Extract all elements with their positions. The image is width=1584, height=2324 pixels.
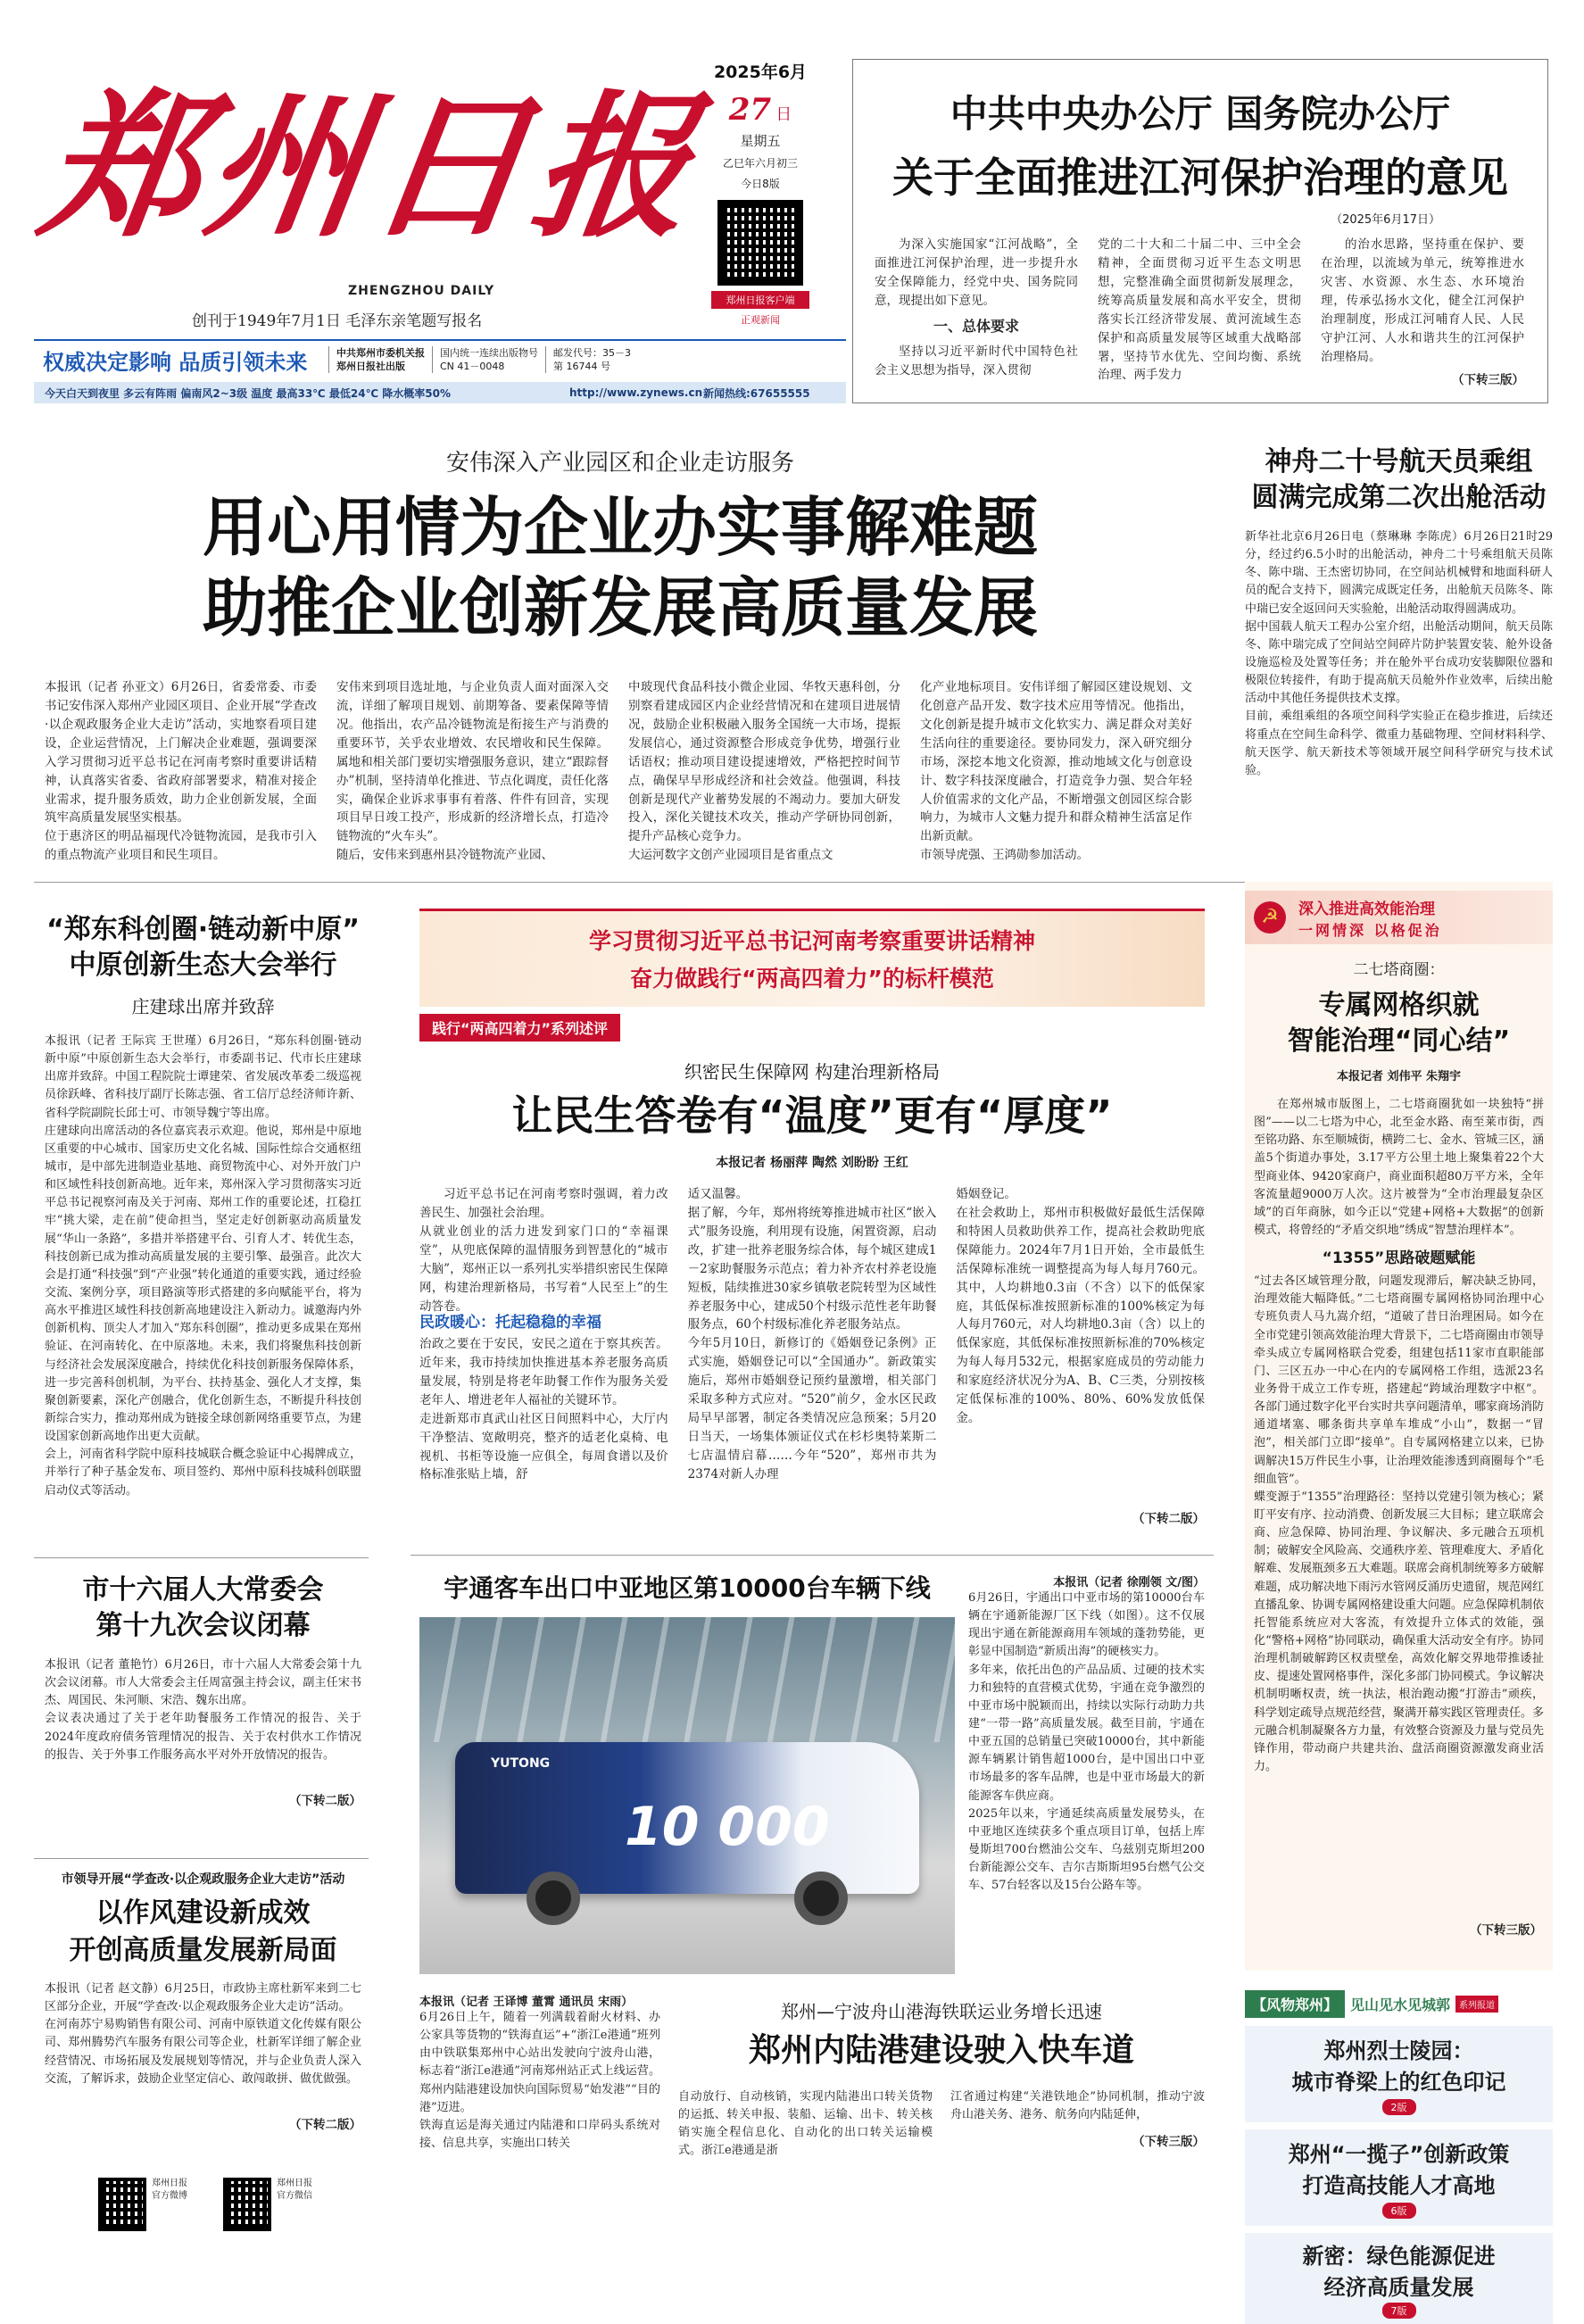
main-col-1: 本报讯（记者 孙亚文）6月26日，省委常委、市委书记安伟深入郑州产业园区项目、企业开展“学查改·以企观政服务企业大走访”活动，实地察看项目建设，企业运营情况，上门解决企业难题，强调要深入学习贯彻习近平总书记在河南考察时重要讲话精神，认真落实省委、省政府部署要求，精准对接企业需求，提升服务质效，助力企业创新发展，全面筑牢高质量发展坚实根基。 位于惠济区的明品福现代冷链物流园，是我市引入的重点物流产业项目和民生项目。	[45, 680, 317, 863]
main-col-4: 化产业地标项目。安伟详细了解园区建设规划、文化创意产品开发、数字技术应用等情况。他指出，文化创新是提升城市文化软实力、满足群众对美好生活向往的重要途径。要协同发力，深入研究细分市场，深挖本地文化资源，推动地域文化与创意设计、数字科技深度融合，打造竞争力强、契合年轻人价值需求的文化产品，不断增强文创园区综合影响力，为城市人文魅力提升和群众精神生活富足作出新贡献。 市领导虎强、王鸿勋参加活动。	[920, 680, 1192, 863]
column-kicker: 织密民生保障网 构建治理新格局	[684, 1061, 941, 1083]
index-banner-1: 【风物郑州】	[1245, 1990, 1345, 2018]
main-kicker: 安伟深入产业园区和企业走访服务	[445, 450, 794, 477]
lunar-date: 乙巳年六月初三	[722, 157, 798, 170]
app-label: 郑州日报客户端	[711, 291, 809, 309]
divider	[411, 1555, 1214, 1556]
lead-title-2: 关于全面推进江河保护治理的意见	[892, 154, 1508, 202]
column-byline: 本报记者 杨丽萍 陶然 刘盼盼 王红	[716, 1156, 908, 1170]
app-label-2: 正观新闻	[741, 314, 780, 326]
factory-beams	[419, 1617, 955, 1742]
column-tag: 践行“两高四着力”系列述评	[419, 1014, 620, 1042]
yutong-text	[968, 1573, 1205, 1983]
lead-article	[852, 59, 1548, 403]
grid-article	[1245, 882, 1553, 1971]
zuofeng-title-1: 以作风建设新成效	[95, 1897, 311, 1929]
zdk-article	[45, 912, 361, 1537]
sponsor: 中共郑州市委机关报 郑州日报社出版	[328, 346, 432, 374]
issn: 国内统一连续出版物号 CN 41－0048	[432, 346, 545, 374]
column-banner-1: 学习贯彻习近平总书记河南考察重要讲话精神	[588, 928, 1035, 954]
shenzhou-title-1: 神舟二十号航天员乘组	[1265, 446, 1533, 477]
zdk-sub: 庄建球出席并致辞	[131, 996, 275, 1017]
index-banner-2: 见山见水见城郭	[1350, 1996, 1451, 2013]
index-item[interactable]	[1245, 2233, 1553, 2324]
rendai-more[interactable]: （下转二版）	[289, 1794, 361, 1808]
zdk-body: 本报讯（记者 王际宾 王世瑾）6月26日，“郑东科创圈·链动新中原”中原创新生态大会举行，市委副书记、代市长庄建球出席并致辞。中国工程院院士谭建荣、省发展改革委二级巡视员徐跃峰、省科技厅副厅长陈志强、省工信厅总经济师许新、省科学院副院长邱士可、市领导魏宁等出席。 庄建球向出席活动的各位嘉宾表示欢迎。他说，郑州是中原地区重要的中心城市、国家历史文化名城、国际性综合交通枢纽城市，是中部先进制造业基地、商贸物流中心、对外开放门户和区域性科技创新高地。近年来，郑州深入学习贯彻落实习近平总书记视察河南及关于河南、郑州工作的重要论述，扛稳扛牢“挑大梁，走在前”使命担当，坚定走好创新驱动高质量发展“华山一条路”，多措并举搭建平台、引育人才、转优生态，科技创新已成为推动高质量发展的主要引擎、最强音。此次大会是打通“科技强”到“产业强”转化通道的重要实践，通过经验交流、案例分享，项目路演等形式搭建的多向赋能平台，将为高水平推进区域性科技创新高地建设注入新动力。诚邀海内外创新机构、顶尖人才加入“郑东科创圈”，推动更多成果在郑州验证、在河南转化、在中原落地。未来，我们将聚焦科技创新与经济社会发展深度融合，持续优化科技创新服务保障体系，进一步完善科创机制，为平台、扶持基金、强化人才支撑，集聚创新要素，深化产创融合，优化创新生态，不断提升科技创新综合实力，推动郑州成为链接全球创新网络重要节点，为建设国家创新高地作出更大贡献。 会上，河南省科学院中原科技城联合概念验证中心揭牌成立，并举行了种子基金发布、项目签约、郑州中原科技城科创联盟启动仪式等活动。	[45, 1034, 361, 1498]
lead-more[interactable]: （下转三版）	[1452, 373, 1524, 388]
postcode: 邮发代号：35－3 第 16744 号	[545, 346, 638, 374]
column-col-1: 习近平总书记在河南考察时强调，着力改善民生、加强社会治理。 从就业创业的活力进发到家门口的“幸福课堂”，从兜底保障的温情服务到智慧化的“城市大脑”，郑州正以一系列扎实举措织密民生保障网，构建治理新格局，书写着“人民至上”的生动答卷。	[419, 1187, 668, 1314]
index-item-1-b: 城市脊梁上的红色印记	[1291, 2070, 1506, 2095]
masthead-logo	[31, 52, 711, 284]
weather-bar	[34, 382, 846, 403]
lead-col-2: 党的二十大和二十届二中、三中全会精神，全面贯彻习近平生态文明思想，完整准确全面贯彻新发展理念，统筹高质量发展和高水平安全，贯彻落实长江经济带发展、黄河流域生态保护和高质量发展等区域重大战略部署，坚持节水优先、空间均衡、系统治理、两手发力	[1098, 237, 1301, 383]
lead-col-3: 的治水思路，坚持重在保护、要在治理，以流域为单元，统筹推进水灾害、水资源、水生态、水环境治理，传承弘扬水文化，健全江河保护治理制度，形成江河哺育人民、人民守护江河、人水和谐共生的江河保护治理格局。	[1321, 237, 1524, 364]
index-banner-tag: 系列报道	[1455, 1996, 1498, 2013]
divider	[34, 1557, 369, 1558]
grid-section-head: “1355”思路破题赋能	[1322, 1249, 1476, 1268]
shenzhou-article	[1245, 444, 1553, 864]
port-col-1	[419, 1992, 660, 2251]
bus-wheel	[527, 1872, 580, 1925]
column-title: 让民生答卷有“温度”更有“厚度”	[511, 1091, 1113, 1140]
date-day: 27	[728, 92, 772, 128]
port-title: 郑州内陆港建设驶入快车道	[748, 2032, 1134, 2069]
port-col-3: 江省通过构建“关港铁地企”协同机制，推动宁波舟山港关务、港务、航务向内陆延伸，	[950, 2090, 1205, 2122]
grid-more[interactable]: （下转三版）	[1470, 1923, 1542, 1938]
masthead-founded: 创刊于1949年7月1日 毛泽东亲笔题写报名	[192, 312, 483, 330]
grid-banner	[1245, 891, 1553, 944]
bus-brand: YUTONG	[491, 1756, 551, 1771]
lead-section-head: 一、总体要求	[933, 317, 1019, 335]
slogan: 权威决定影响 品质引领未来	[43, 349, 308, 375]
main-title-1: 用心用情为企业办实事解难题	[202, 490, 1038, 565]
index-banner	[1245, 1988, 1553, 2019]
grid-title-2: 智能治理“同心结”	[1287, 1025, 1511, 1057]
wechat-label: 郑州日报 官方微信	[277, 2179, 312, 2201]
port-byline: 本报讯（记者 王译博 董霄 通讯员 宋雨）	[419, 1996, 634, 2009]
lead-col-1: 为深入实施国家“江河战略”，全面推进江河保护治理，进一步提升水安全保障能力，经党中央、国务院同意，现提出如下意见。	[875, 237, 1078, 308]
party-emblem-icon: ☭	[1254, 901, 1286, 934]
weibo-qr-code[interactable]	[98, 2178, 146, 2231]
column-col-1b: 治政之要在于安民，安民之道在于察其疾苦。近年来，我市持续加快推进基本养老服务高质量发展，特别是将老年助餐工作作为服务关爱老年人、增进老年人福祉的关键环节。 走进新郑市真武山社区日间照料中心，大厅内干净整洁、宽敞明亮，整齐的适老化桌椅、电视机、书柜等设施一应俱全，每周食谱以及价格标准张贴上墙，舒	[419, 1337, 668, 1482]
index-item[interactable]	[1245, 2129, 1553, 2226]
lead-title-1: 中共中央办公厅 国务院办公厅	[950, 92, 1451, 136]
rendai-title-1: 市十六届人大常委会	[82, 1574, 324, 1606]
port-kicker: 郑州—宁波舟山港海铁联运业务增长迅速	[781, 2001, 1102, 2022]
column-more[interactable]: （下转二版）	[1132, 1512, 1206, 1526]
port-more[interactable]: （下转三版）	[1132, 2135, 1205, 2150]
date-day-unit: 日	[775, 105, 792, 124]
app-qr-code[interactable]	[717, 200, 803, 286]
zuofeng-body: 本报讯（记者 赵文静）6月25日，市政协主席杜新军来到二七区部分企业，开展“学查改·以企观政服务企业大走访”活动。 在河南苏宁易购销售有限公司、河南中原铁道文化传媒有限公司、郑州腾势汽车服务有限公司等企业，杜新军详细了解企业经营情况、市场拓展及发展规划等情况，并与企业负责人深入交流，了解诉求，鼓励企业坚定信心、敢闯敢拼、做优做强。	[45, 1982, 361, 2086]
index-item-2-page: 6版	[1382, 2203, 1416, 2219]
index-item[interactable]	[1245, 2026, 1553, 2122]
lead-date: （2025年6月17日）	[1331, 213, 1440, 227]
column-body	[419, 1185, 1205, 1542]
hotline: 新闻热线:67655555	[703, 386, 810, 400]
lead-col-1b: 坚持以习近平新时代中国特色社会主义思想为指导，深入贯彻	[875, 344, 1078, 378]
yutong-byline: 本报讯（记者 徐刚领 文/图）	[1053, 1576, 1205, 1589]
grid-body-2: “过去各区域管理分散，问题发现滞后，解决缺乏协同，治理效能大幅降低。”二七塔商圈专属网格协同治理中心专班负责人马九嵩介绍，“道破了昔日治理困局。如今在全市党建引领高效能治理大背景下，二七塔商圈由市领导牵头成立专属网格联合党委，组建包括11家市直职能部门、三区五办一中心在内的专属网格工作组，选派23名业务骨干成立工作专班，搭建起“跨域治理数字中枢”。各部门通过数字化平台实时共享问题清单，哪家商场消防通道堵塞、哪条街共享单车堆成“小山”，数据一“冒泡”，相关部门立即“接单”。自专属网格建立以来，已协调解决15万件民生小事，让治理效能渗透到商圈每个“毛细血管”。 蝶变源于“1355”治理路径：坚持以党建引领为核心；紧盯平安有序、拉动消费、创新发展三大目标；建立联席会商、应急保障、协同治理、争议解决、多元融合五项机制；破解安全风险高、交通秩序差、管理难度大、矛盾化解难、发展瓶颈多五大难题。联席会商机制统筹多方破解难题，成功解决地下雨污水管网反涌历史遗留，规范网红直播乱象、协调专属网格建设重大问题。应急保障机制依托智能系统应对大客流，有效提升立体式的效能，强化“警格+网格”协同联动，确保重大活动安全有序。协同治理机制破解跨区权责壁垒，高效化解交界地带推诿扯皮、提速处置网格事件，深化多部门协同模式。争议解决机制明晰权责，统一执法，根治跑动搬“打游击”顽疾，科学划定疏导点规范经营，聚满开幕实践区管理责任。多元融合机制凝聚各方力量，有效整合资源及力量与党员先锋作用，带动商户共建共治、盘活商圈资源激发商业活力。	[1254, 1274, 1545, 1773]
divider	[34, 1858, 369, 1859]
zuofeng-kicker: 市领导开展“学查改·以企观政服务企业大走访”活动	[61, 1872, 345, 1887]
column-col-2: 适又温馨。 据了解，今年，郑州将统筹推进城市社区“嵌入式”服务设施，利用现有设施，闲置资源，启动改，扩建一批养老服务综合体，每个城区建成1－2家助餐服务示范点；着力补齐农村养老设施短板，陆续推进30家乡镇敬老院转型为区域性养老服务中心，建成50个村级示范性老年助餐服务点，60个村级标准化养老服务站点。 今年5月10日，新修订的《婚姻登记条例》正式实施，婚姻登记可以“全国通办”。新政策实施后，郑州市婚姻登记预约量激增，相关部门采取多种方式应对。“520”前夕，金水区民政局早早部署，制定各类情况应急预案；5月20日当天，一场集体颁证仪式在杉杉奥特莱斯二七店温情启幕……今年“520”，郑州市共为2374对新人办理	[687, 1187, 937, 1482]
column-col-3: 婚姻登记。 在社会救助上，郑州市积极做好最低生活保障和特困人员救助供养工作，提高社会救助兜底保障能力。2024年7月1日开始，全市最低生活保障标准统一调整提高为每人每月760元。其中，人均耕地0.3亩（不含）以下的低保家庭，其低保标准按照新标准的100%核定为每人每月760元，对人均耕地0.3亩（含）以上的低保家庭，其低保标准按照新标准的70%核定为每人每月532元，根据家庭成员的劳动能力和家庭经济状况分为A、B、C三类，分别按核定低保标准的100%、80%、60%发放低保金。	[956, 1187, 1206, 1426]
slogan-bar	[34, 339, 846, 378]
grid-kicker: 二七塔商圈：	[1353, 961, 1445, 979]
rendai-body: 本报讯（记者 董艳竹）6月26日，市十六届人大常委会第十九次会议闭幕。市人大常委会主任周富强主持会议，副主任宋书杰、周国民、朱河顺、宋浩、魏东出席。 会议表决通过了关于老年助餐服务工作情况的报告、关于2024年度政府债务管理情况的报告、关于农村供水工作情况的报告、关于外事工作服务高水平对外开放情况的报告。	[45, 1658, 361, 1762]
zuofeng-title-2: 开创高质量发展新局面	[69, 1935, 337, 1966]
index-item-3-b: 经济高质量发展	[1323, 2275, 1474, 2300]
column-banner-2: 奋力做践行“两高四着力”的标杆模范	[630, 966, 994, 992]
bus-number: 10 000	[625, 1796, 830, 1858]
yutong-photo	[419, 1617, 955, 1974]
column-section-head: 民政暖心：托起稳稳的幸福	[419, 1314, 601, 1332]
port-cols	[678, 2088, 1205, 2249]
grid-title-1: 专属网格织就	[1318, 990, 1480, 1021]
index-box	[1245, 1988, 1553, 2317]
index-item-3-page: 7版	[1382, 2303, 1416, 2319]
grid-byline: 本报记者 刘伟平 朱翔宇	[1336, 1070, 1462, 1083]
yutong-body: 6月26日，宇通出口中亚市场的第10000台车辆在宇通新能源厂区下线（如图）。这不仅展现出宇通在新能源商用车领域的蓬勃势能，更彰显中国制造“新质出海”的硬核实力。 多年来，依托出色的产品品质、过硬的技术实力和独特的直营模式优势，宇通在竞争激烈的中亚市场中脱颖而出，持续以实际行动助力共建“一带一路”高质量发展。截至目前，宇通在中亚五国的总销量已突破10000台，其中新能源车辆累计销售超1000台，是中国出口中亚市场最多的客车品牌，也是中亚市场最大的新能源客车供应商。 2025年以来，宇通延续高质量发展势头，在中亚地区连续获多个重点项目订单，包括上库曼斯坦700台燃油公交车、乌兹别克斯坦200台新能源公交车、吉尔吉斯斯坦95台燃气公交车、57台轻客以及15台公路车等。	[968, 1591, 1205, 1893]
footer-qr-weibo[interactable]	[98, 2178, 187, 2258]
date-box	[681, 59, 840, 336]
website: http://www.zynews.cn	[569, 386, 703, 399]
port-body: 6月26日上午，随着一列满载着耐火材料、办公家具等货物的“铁海直运”+“浙江e港通”班列由中铁联集郑州中心站出发驶向宁波舟山港，标志着“浙江e港通”河南郑州站正式上线运营。郑州内陆港建设加快向国际贸易“始发港”“目的港”迈进。 铁海直运是海关通过内陆港和口岸码头系统对接、信息共享，实施出口转关	[419, 2011, 660, 2150]
main-col-3: 中玻现代食品科技小微企业园、华牧天惠科创，分别察看建成园区内企业经营情况和在建项目进展情况，鼓励企业积极融入服务全国统一大市场，提振发展信心，通过资源整合形成竞争优势，增强行业话语权；推动项目建设提速增效，严格把控时间节点，确保早早形成经济和社会效益。他强调，科技创新是现代产业蓄势发展的不竭动力。要加大研发投入，深化关键技术攻关，推动产学研协同创新，提升产品核心竞争力。 大运河数字文创产业园项目是省重点文	[628, 680, 900, 863]
date-year: 2025年6月	[713, 62, 808, 82]
footer-qr-wechat[interactable]	[223, 2178, 312, 2258]
masthead-subtitle: ZHENGZHOU DAILY	[348, 284, 495, 298]
wechat-qr-code[interactable]	[223, 2178, 271, 2231]
grid-banner-1: 深入推进高效能治理	[1298, 901, 1435, 918]
zdk-title-1: “郑东科创圈·链动新中原”	[46, 914, 360, 945]
grid-banner-2: 一网情深 以格促治	[1298, 922, 1442, 939]
masthead-title: 郑州日报	[31, 76, 711, 259]
main-body	[45, 678, 1196, 875]
port-col-2: 自动放行、自动核销，实现内陆港出口转关货物的运抵、转关申报、装船、运输、出卡、转关核销实施全程信息化、自动化的出口转关运输模式。浙江e港通是浙	[678, 2090, 933, 2158]
main-col-2: 安伟来到项目选址地，与企业负责人面对面深入交流，详细了解项目规划、前期筹备、要素保障等情况。他指出，农产品冷链物流是衔接生产与消费的重要环节，关乎农业增效、农民增收和民生保障。属地和相关部门要切实增强服务意识，建立“跟踪督办”机制，坚持清单化推进、节点化调度，责任化落实，确保企业诉求事事有着落、件件有回音，实现项目早日竣工投产，形成新的经济增长点，打造冷链物流的“火车头”。 随后，安伟来到惠州县冷链物流产业园、	[336, 680, 609, 863]
index-item-3-a: 新密：绿色能源促进	[1302, 2244, 1496, 2269]
page-count: 今日8版	[741, 178, 780, 190]
grid-body-1: 在郑州城市版图上，二七塔商圈犹如一块独特“拼图”——以二七塔为中心，北至金水路、南至莱市街，西至铭功路、东至顺城街，横跨二七、金水、管城三区，涵盖5个街道办事处，3.17平方公里土地上聚集着22个大型商业体、9420家商户，商业面积超80万平方米，全年客流量超9000万人次。这片被誉为“全市治理最复杂区域”的百年商脉，如今正以“党建+网格+大数据”的创新模式，将曾经的“矛盾交织地”绣成“智慧治理样本”。	[1254, 1098, 1545, 1237]
yutong-title: 宇通客车出口中亚地区第10000台车辆下线	[444, 1573, 931, 1603]
column-banner	[419, 909, 1205, 1007]
shenzhou-title-2: 圆满完成第二次出舱活动	[1251, 482, 1547, 513]
shenzhou-body: 新华社北京6月26日电（蔡琳琳 李陈虎）6月26日21时29分，经过约6.5小时的出舱活动，神舟二十号乘组航天员陈冬、陈中瑞、王杰密切协同，在空间站机械臂和地面科研人员的配合支持下，圆满完成既定任务，出舱航天员陈冬、陈中瑞已安全返回问天实验舱，出舱活动取得圆满成功。 据中国载人航天工程办公室介绍，出舱活动期间，航天员陈冬、陈中瑞完成了空间站空间碎片防护装置安装、舱外设备设施巡检及处置等任务；并在舱外平台成功安装脚限位器和极限位转接件，有助于提高航天员舱外作业效率，后续出舱活动中其他任务提供技术支撑。 目前，乘组乘组的各项空间科学实验正在稳步推进，后续还将重点在空间生命科学、微重力基础物理、空间材料科学、航天医学、航天新技术等领域开展空间科学研究与技术试验。	[1245, 530, 1553, 777]
weather: 今天白天到夜里 多云有阵雨 偏南风2~3级 温度 最高33℃ 最低24℃ 降水概率50%	[45, 386, 452, 400]
bus-wheel	[794, 1872, 848, 1925]
zuofeng-more[interactable]: （下转二版）	[289, 2118, 361, 2132]
rendai-title-2: 第十九次会议闭幕	[95, 1610, 311, 1641]
weibo-label: 郑州日报 官方微博	[152, 2179, 187, 2201]
index-item-2-a: 郑州“一揽子”创新政策	[1288, 2142, 1510, 2167]
weekday: 星期五	[740, 133, 781, 149]
index-item-1-a: 郑州烈士陵园：	[1323, 2038, 1474, 2063]
index-item-2-b: 打造高技能人才高地	[1302, 2173, 1496, 2198]
bus-body	[455, 1742, 919, 1894]
zuofeng-article	[45, 1870, 361, 2146]
index-item-1-page: 2版	[1382, 2099, 1416, 2115]
rendai-article	[45, 1573, 361, 1840]
zdk-title-2: 中原创新生态大会举行	[69, 950, 337, 981]
main-title-2: 助推企业创新发展高质量发展	[202, 570, 1038, 645]
